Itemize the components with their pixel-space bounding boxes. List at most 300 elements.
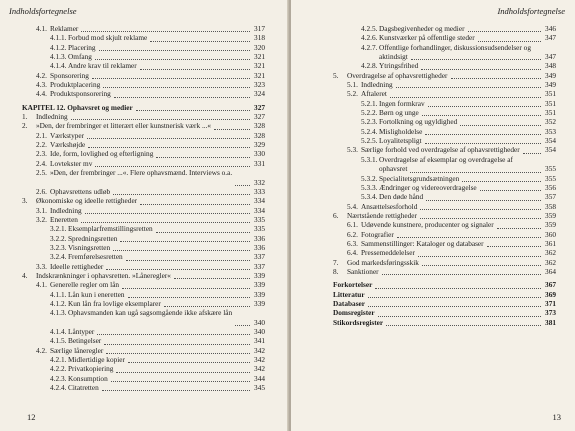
entry-number: 5.2.3.	[361, 117, 378, 127]
toc-entry	[22, 243, 265, 252]
toc-entry	[22, 168, 265, 187]
entry-number: 2.3.	[36, 149, 47, 159]
entry-page-number: 361	[545, 238, 556, 248]
entry-number: 4.2.7.	[361, 42, 378, 52]
entry-page-number: 347	[545, 52, 556, 62]
entry-page-number: 318	[254, 33, 265, 43]
entry-title: Loyalitetspligt	[379, 136, 422, 146]
toc-entry	[22, 80, 265, 89]
dot-leader	[386, 319, 541, 326]
toc-entry	[333, 99, 556, 108]
entry-title: Produktplacering	[50, 80, 101, 90]
entry-title: Generelle regler om lån	[50, 280, 120, 290]
toc-entry	[22, 89, 265, 98]
entry-title: Citatretten	[68, 383, 99, 393]
entry-title: Den døde hånd	[379, 192, 424, 202]
entry-page-number: 330	[254, 149, 265, 159]
entry-title: Fotografier	[361, 229, 394, 239]
dot-leader	[128, 356, 250, 363]
entry-number: 4.1.4.	[50, 327, 67, 336]
toc-entry	[333, 192, 556, 201]
entry-number: 5.3.2.	[361, 173, 378, 183]
toc-entry	[333, 280, 556, 289]
entry-number: 5.2.4.	[361, 126, 378, 136]
dot-leader	[428, 100, 541, 107]
dot-leader	[397, 231, 541, 238]
entry-page-number: 371	[545, 298, 556, 308]
entry-number: 4.1.4.	[50, 61, 67, 71]
toc-entry	[333, 80, 556, 89]
dot-leader	[113, 244, 250, 251]
dot-leader	[120, 235, 250, 242]
entry-title: Nærtstående rettigheder	[347, 210, 417, 220]
entry-title: Visningsretten	[68, 242, 111, 252]
toc-entry	[333, 308, 556, 317]
entry-page-number: 342	[254, 355, 265, 365]
toc-entry	[333, 258, 556, 267]
dot-leader	[103, 81, 250, 88]
entry-title: Eneretten	[50, 214, 78, 224]
entry-number: 4.2.	[36, 345, 47, 355]
entry-title: Ideelle rettigheder	[50, 261, 104, 271]
toc-entry	[333, 202, 556, 211]
entry-page-number: 321	[254, 52, 265, 62]
dot-leader	[425, 128, 541, 135]
dot-leader	[368, 291, 541, 298]
toc-entry	[333, 127, 556, 136]
entry-title: Særlige låneregler	[50, 345, 104, 355]
entry-title: Overdragelse af eksemplar og overdragelse af ophavsret	[379, 154, 513, 174]
dot-leader	[420, 203, 541, 210]
entry-number: 4.	[22, 270, 28, 280]
dot-leader	[375, 282, 541, 289]
entry-page-number: 323	[254, 80, 265, 90]
entry-title: KAPITEL 12. Ophavsret og medier	[22, 102, 133, 112]
entry-title: Aftaleret	[361, 89, 387, 99]
toc-entry	[333, 33, 556, 42]
entry-title: Lovtekster mv	[50, 158, 93, 168]
entry-page-number: 341	[254, 336, 265, 346]
toc-entry	[22, 271, 265, 280]
entry-page-number: 352	[545, 117, 556, 127]
entry-page-number: 327	[254, 102, 265, 112]
dot-leader	[106, 347, 250, 354]
entry-page-number: 362	[545, 248, 556, 258]
entry-number: 5.2.2.	[361, 108, 378, 118]
toc-entry	[22, 346, 265, 355]
entry-number: 3.3.	[36, 261, 47, 271]
toc-entry	[333, 230, 556, 239]
entry-page-number: 340	[254, 317, 265, 327]
entry-title: Ansættelsesforhold	[361, 201, 418, 211]
entry-page-number: 321	[254, 70, 265, 80]
toc-entry	[333, 43, 556, 62]
entry-page-number: 332	[254, 177, 265, 187]
entry-title: Stikordsregister	[333, 317, 384, 327]
dot-leader	[97, 328, 250, 335]
dot-leader	[378, 310, 541, 317]
entry-page-number: 337	[254, 261, 265, 271]
entry-number: 4.4.	[36, 89, 47, 99]
toc-entry	[333, 136, 556, 145]
dot-leader	[421, 63, 541, 70]
entry-number: 5.3.	[347, 145, 358, 155]
dot-leader	[390, 91, 541, 98]
entry-page-number: 334	[254, 205, 265, 215]
entry-number: 4.2.6.	[361, 33, 378, 43]
toc-entry	[333, 108, 556, 117]
entry-title: Indledning	[36, 112, 68, 122]
toc-entry	[22, 262, 265, 271]
entry-page-number: 349	[545, 80, 556, 90]
entry-title: Domsregister	[333, 308, 375, 318]
dot-leader	[81, 25, 250, 32]
toc-entry	[22, 33, 265, 42]
toc-entry	[22, 196, 265, 205]
dot-leader	[497, 222, 541, 229]
dot-leader	[174, 272, 250, 279]
entry-page-number: 367	[545, 280, 556, 290]
entry-page-number: 381	[545, 317, 556, 327]
entry-page-number: 339	[254, 298, 265, 308]
dot-leader	[422, 259, 541, 266]
entry-page-number: 345	[254, 383, 265, 393]
entry-number: 4.3.	[36, 80, 47, 90]
dot-leader	[113, 188, 250, 195]
entry-number: 3.1.	[36, 205, 47, 215]
entry-title: Indskrænkninger i ophavsretten. »Låneregler«	[36, 270, 171, 280]
dot-leader	[468, 25, 541, 32]
entry-title: Sanktioner	[347, 266, 379, 276]
entry-number: 1.	[22, 112, 28, 122]
entry-title: Pressemeddelelser	[361, 248, 415, 258]
entry-page-number: 349	[545, 70, 556, 80]
toc-entry	[22, 52, 265, 61]
entry-title: Specialitetsgrundsætningen	[379, 173, 460, 183]
entry-page-number: 336	[254, 233, 265, 243]
entry-number: 5.1.	[347, 80, 358, 90]
entry-title: Produktsponsorering	[50, 89, 111, 99]
entry-page-number: 360	[545, 229, 556, 239]
toc-entry	[22, 24, 265, 33]
toc-entry	[333, 24, 556, 33]
entry-number: 5.3.1.	[361, 154, 378, 164]
dot-leader	[95, 160, 250, 167]
entry-title: Forkortelser	[333, 280, 373, 290]
toc-entry	[22, 299, 265, 308]
entry-title: Indledning	[50, 205, 82, 215]
entry-page-number: 359	[545, 220, 556, 230]
entry-title: Fortolkning og ugyldighed	[379, 117, 458, 127]
entry-page-number: 351	[545, 108, 556, 118]
entry-page-number: 329	[254, 140, 265, 150]
running-header: Indholdsfortegnelse	[9, 6, 77, 16]
entry-title: Kunstværker på offentlige steder	[379, 33, 475, 43]
dot-leader	[462, 175, 541, 182]
entry-number: 4.1.1.	[50, 33, 67, 43]
dot-leader	[425, 137, 541, 144]
toc-entry	[22, 364, 265, 373]
entry-number: 7.	[333, 257, 339, 267]
toc-entry	[333, 267, 556, 276]
entry-title: Misligholdelse	[379, 126, 423, 136]
dot-leader	[126, 254, 250, 261]
entry-number: 4.2.4.	[50, 383, 67, 393]
entry-title: Lån kun i eneretten	[68, 289, 125, 299]
toc-entry	[22, 308, 265, 327]
entry-page-number: 320	[254, 42, 265, 52]
entry-number: 5.2.1.	[361, 98, 378, 108]
entry-number: 4.2.	[36, 70, 47, 80]
entry-title: Indledning	[361, 80, 393, 90]
entry-page-number: 358	[545, 201, 556, 211]
entry-page-number: 333	[254, 186, 265, 196]
toc-entry	[22, 252, 265, 261]
dot-leader	[150, 35, 250, 42]
dot-leader	[426, 194, 541, 201]
toc-entry	[333, 174, 556, 183]
entry-number: 4.1.2.	[50, 298, 67, 308]
entry-number: 5.3.4.	[361, 192, 378, 202]
entry-number: 5.	[333, 70, 339, 80]
toc-entry	[333, 248, 556, 257]
dot-leader	[140, 63, 250, 70]
entry-page-number: 357	[545, 192, 556, 202]
toc-entry	[22, 121, 265, 130]
entry-page-number: 342	[254, 345, 265, 355]
toc-entry	[333, 145, 556, 154]
entry-number: 6.4.	[347, 248, 358, 258]
toc-entry	[333, 61, 556, 70]
entry-title: Overdragelse af ophavsrettigheder	[347, 70, 448, 80]
entry-number: 4.1.3.	[50, 308, 67, 318]
entry-title: Databaser	[333, 298, 366, 308]
toc-entry	[22, 355, 265, 364]
entry-page-number: 340	[254, 327, 265, 336]
toc-entry	[333, 183, 556, 192]
entry-page-number: 321	[254, 61, 265, 71]
entry-title: Konsumption	[68, 373, 108, 383]
toc-entry	[333, 155, 556, 174]
toc-entry	[333, 89, 556, 98]
entry-page-number: 346	[545, 24, 556, 33]
entry-number: 5.3.3.	[361, 182, 378, 192]
entry-page-number: 354	[545, 136, 556, 146]
entry-title: Reklamer	[50, 24, 79, 33]
toc-entry	[22, 327, 265, 336]
dot-leader	[140, 198, 250, 205]
toc-entry	[22, 140, 265, 149]
toc-entry	[333, 239, 556, 248]
dot-leader	[418, 250, 541, 257]
entry-number: 5.2.5.	[361, 136, 378, 146]
dot-leader	[156, 151, 250, 158]
dot-leader	[235, 319, 250, 326]
dot-leader	[81, 216, 250, 223]
dot-leader	[420, 212, 541, 219]
entry-page-number: 339	[254, 289, 265, 299]
page-number: 12	[27, 412, 36, 422]
dot-leader	[480, 184, 541, 191]
dot-leader	[95, 53, 250, 60]
dot-leader	[87, 132, 250, 139]
toc-entry	[22, 187, 265, 196]
dot-leader	[382, 268, 541, 275]
entry-title: Offentlige forhandlinger, diskussionsudsendelser og aktindsigt	[379, 42, 531, 62]
entry-page-number: 356	[545, 182, 556, 192]
toc-entry	[22, 224, 265, 233]
entry-page-number: 328	[254, 130, 265, 140]
entry-title: Værkshøjde	[50, 140, 86, 150]
entry-page-number: 317	[254, 24, 265, 33]
entry-title: Sammenstillinger: Kataloger og databaser	[361, 238, 484, 248]
entry-number: 3.2.	[36, 214, 47, 224]
entry-title: Økonomiske og ideelle rettigheder	[36, 196, 138, 206]
entry-title: Ændringer og videreoverdragelse	[379, 182, 477, 192]
entry-number: 4.1.1.	[50, 289, 67, 299]
dot-leader	[411, 53, 541, 60]
entry-page-number: 369	[545, 289, 556, 299]
entry-number: 6.1.	[347, 220, 358, 230]
dot-leader	[136, 104, 250, 111]
entry-page-number: 351	[545, 98, 556, 108]
dot-leader	[487, 240, 541, 247]
entry-title: Kun lån fra lovlige eksemplarer	[68, 298, 161, 308]
dot-leader	[88, 141, 250, 148]
dot-leader	[214, 123, 250, 130]
entry-title: Eksemplarfremstillingsretten	[68, 224, 153, 234]
toc-entry	[22, 103, 265, 112]
dot-leader	[478, 35, 541, 42]
entry-number: 3.2.1.	[50, 224, 67, 234]
entry-number: 4.1.	[36, 280, 47, 290]
entry-page-number: 335	[254, 224, 265, 234]
entry-number: 4.1.	[36, 24, 47, 33]
running-header: Indholdsfortegnelse	[497, 6, 565, 16]
entry-page-number: 344	[254, 373, 265, 383]
entry-number: 4.1.2.	[50, 42, 67, 52]
entry-title: Midlertidige kopier	[68, 355, 125, 365]
entry-page-number: 324	[254, 89, 265, 99]
entry-number: 6.2.	[347, 229, 358, 239]
entry-title: Privatkopiering	[68, 364, 114, 374]
entry-number: 2.2.	[36, 140, 47, 150]
entry-number: 4.2.5.	[361, 24, 378, 33]
toc-list	[22, 24, 265, 392]
entry-page-number: 362	[545, 257, 556, 267]
dot-leader	[368, 300, 541, 307]
entry-title: »Den, der frembringer ...«. Flere ophavsmænd. Interviews o.a.	[50, 168, 233, 178]
entry-page-number: 373	[545, 308, 556, 318]
entry-number: 2.1.	[36, 130, 47, 140]
dot-leader	[111, 375, 250, 382]
toc-entry	[333, 299, 556, 308]
entry-number: 6.	[333, 210, 339, 220]
entry-title: Andre krav til reklamer	[68, 61, 137, 71]
dot-leader	[71, 113, 250, 120]
entry-title: Placering	[68, 42, 96, 52]
dot-leader	[122, 282, 250, 289]
entry-title: Omfang	[68, 52, 92, 62]
dot-leader	[164, 300, 250, 307]
toc-entry	[22, 159, 265, 168]
entry-number: 2.6.	[36, 186, 47, 196]
entry-page-number: 334	[254, 196, 265, 206]
dot-leader	[523, 147, 541, 154]
entry-page-number: 337	[254, 252, 265, 262]
entry-title: Ingen formkrav	[379, 98, 425, 108]
entry-number: 4.1.5.	[50, 336, 67, 346]
dot-leader	[235, 179, 250, 186]
entry-title: Værkstyper	[50, 130, 85, 140]
dot-leader	[106, 263, 250, 270]
entry-title: Spredningsretten	[68, 233, 118, 243]
toc-entry	[22, 374, 265, 383]
toc-entry	[22, 383, 265, 392]
entry-title: Litteratur	[333, 289, 365, 299]
entry-page-number: 351	[545, 89, 556, 99]
entry-page-number: 328	[254, 121, 265, 131]
entry-page-number: 336	[254, 242, 265, 252]
entry-number: 4.1.3.	[50, 52, 67, 62]
entry-page-number: 364	[545, 266, 556, 276]
dot-leader	[396, 81, 541, 88]
entry-title: Børn og unge	[379, 108, 419, 118]
toc-entry	[22, 61, 265, 70]
entry-page-number: 354	[545, 145, 556, 155]
entry-title: Udøvende kunstnere, producenter og signaler	[361, 220, 494, 230]
dot-leader	[92, 72, 250, 79]
toc-entry	[22, 206, 265, 215]
entry-page-number: 342	[254, 364, 265, 374]
entry-page-number: 331	[254, 158, 265, 168]
dot-leader	[410, 166, 541, 173]
toc-entry	[22, 112, 265, 121]
entry-page-number: 335	[254, 214, 265, 224]
entry-number: 4.2.8.	[361, 61, 378, 71]
entry-page-number: 327	[254, 112, 265, 122]
entry-number: 4.2.1.	[50, 355, 67, 365]
entry-number: 2.	[22, 121, 28, 131]
toc-entry	[22, 149, 265, 158]
entry-title: Ide, form, lovlighed og efterligning	[50, 149, 154, 159]
dot-leader	[104, 338, 250, 345]
toc-entry	[22, 71, 265, 80]
toc-entry	[333, 117, 556, 126]
entry-title: Sponsorering	[50, 70, 89, 80]
entry-page-number: 348	[545, 61, 556, 71]
entry-number: 3.	[22, 196, 28, 206]
entry-page-number: 355	[545, 164, 556, 174]
dot-leader	[114, 91, 250, 98]
dot-leader	[116, 366, 250, 373]
dot-leader	[128, 291, 250, 298]
entry-page-number: 353	[545, 126, 556, 136]
entry-page-number: 355	[545, 173, 556, 183]
toc-entry	[22, 290, 265, 299]
entry-page-number: 347	[545, 33, 556, 43]
entry-page-number: 359	[545, 210, 556, 220]
entry-number: 2.5.	[36, 168, 47, 178]
dot-leader	[99, 44, 250, 51]
toc-entry	[333, 71, 556, 80]
entry-title: Fremførelsesretten	[68, 252, 123, 262]
entry-number: 3.2.2.	[50, 233, 67, 243]
dot-leader	[451, 72, 542, 79]
toc-entry	[333, 290, 556, 299]
entry-title: Særlige forhold ved overdragelse af ophavsrettigheder	[361, 145, 520, 155]
dot-leader	[156, 226, 250, 233]
